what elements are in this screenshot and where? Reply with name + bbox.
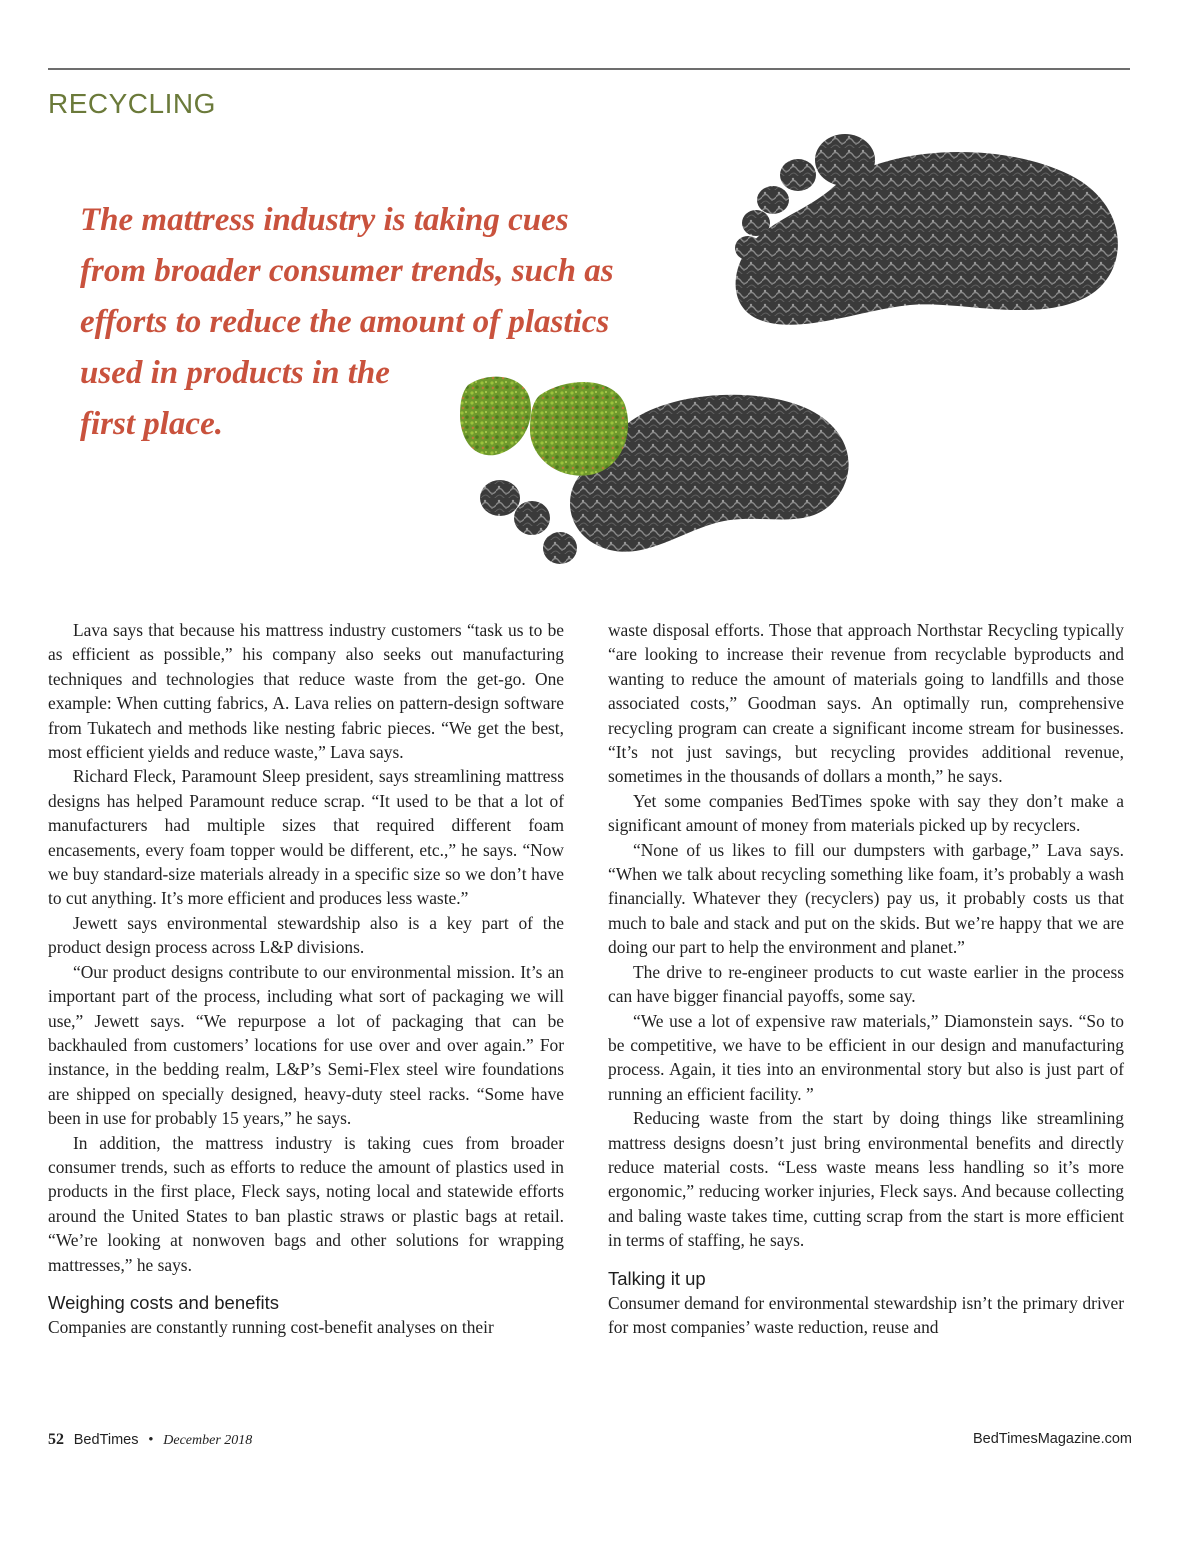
paragraph: Consumer demand for environmental stewardship isn’t the primary driver for most companies’ waste reduction, reuse and: [608, 1292, 1124, 1337]
paragraph: Reducing waste from the start by doing things like streamlining mattress designs doesn’t just bring environmental benefits and directly reduce material costs. “Less waste means less handling so it’s more ergonomic,” reducing worker injuries, Fleck says. And because collecting and baling waste takes time, cutting scrap from the start is more efficient in terms of staffing, he says.: [608, 1108, 1124, 1251]
pull-quote-line: used in products in the: [80, 355, 390, 391]
paragraph: Companies are constantly running cost-benefit analyses on their: [48, 1316, 494, 1337]
paragraph: “None of us likes to fill our dumpsters with garbage,” Lava says. “When we talk about recycling something like foam, it’s probably a wash financially. Whatever they (recyclers) pay us, it probably costs us that much to bale and stack and put on the skids. But we’re happy that we are doing our part to help the environment and planet.”: [608, 839, 1124, 958]
pull-quote-line: first place.: [80, 406, 223, 442]
paragraph: Lava says that because his mattress industry customers “task us to be as efficient as possible,” his company also seeks out manufacturing techniques and technologies that reduce waste from the get-go. One example: When cutting fabrics, A. Lava relies on pattern-design software from Tukatech and methods like nesting fabric pieces. “We get the best, most efficient yields and reduce waste,” Lava says.: [48, 620, 564, 763]
pull-quote: [80, 195, 680, 450]
section-label: RECYCLING: [48, 88, 216, 119]
header-rule: [48, 68, 1130, 70]
issue-date: December 2018: [163, 1433, 253, 1448]
paragraph: Jewett says environmental stewardship also is a key part of the product design process across L&P divisions.: [48, 912, 564, 958]
subheading: Talking it up: [608, 1267, 706, 1289]
paragraph: Yet some companies BedTimes spoke with say they don’t make a significant amount of money from materials picked up by recyclers.: [608, 790, 1124, 836]
paragraph: “Our product designs contribute to our environmental mission. It’s an important part of the process, including what sort of packaging we will use,” Jewett says. “We repurpose a lot of packaging that can be backhauled from customers’ locations for use over and over again.” For instance, in the bedding realm, L&P’s Semi-Flex steel wire foundations are shipped on specially designed, heavy-duty steel racks. “Some have been in use for probably 15 years,” he says.: [48, 961, 564, 1129]
paragraph: In addition, the mattress industry is taking cues from broader consumer trends, such as efforts to reduce the amount of plastics used in products in the first place, Fleck says, noting local and statewide efforts around the United States to ban plastic straws or plastic bags at retail. “We’re looking at nonwoven bags and other solutions for wrapping mattresses,” he says.: [48, 1132, 564, 1275]
page-number: 52: [48, 1431, 64, 1448]
page-footer: [48, 1431, 252, 1449]
pull-quote-line: The mattress industry is taking cues: [80, 202, 569, 238]
paragraph: “We use a lot of expensive raw materials,” Diamonstein says. “So to be competitive, we have to be efficient in our design and manufacturing process. Again, it ties into an environmental story but also is just part of running an efficient facility. ”: [608, 1010, 1124, 1104]
footer-separator: •: [148, 1432, 154, 1448]
magazine-name: BedTimes: [73, 1432, 139, 1448]
article-column-left: [48, 618, 564, 1339]
upper-footprint: [735, 134, 1118, 325]
pull-quote-line: from broader consumer trends, such as: [80, 253, 614, 289]
subheading: Weighing costs and benefits: [48, 1291, 280, 1313]
paragraph: waste disposal efforts. Those that approach Northstar Recycling typically “are looking to increase their revenue from recyclable byproducts and wanting to reduce the amount of materials going to landfills and those associated costs,” Goodman says. An optimally run, comprehensive recycling program can create a significant income stream for businesses. “It’s not just savings, but recycling provides additional revenue, sometimes in the thousands of dollars a month,” he says.: [608, 620, 1124, 787]
paragraph: The drive to re-engineer products to cut waste earlier in the process can have bigger financial payoffs, some say.: [608, 961, 1124, 1007]
article-column-right: [608, 618, 1124, 1339]
website-link[interactable]: BedTimesMagazine.com: [972, 1431, 1132, 1447]
paragraph: Richard Fleck, Paramount Sleep president, says streamlining mattress designs has helped Paramount reduce scrap. “It used to be that a lot of manufacturers had multiple sizes that required different foam encasements, every foam topper would be different, etc.,” he says. “Now we buy standard-size materials already in a specific size so we don’t have to cut anything. It’s more efficient and produces less waste.”: [48, 766, 564, 909]
pull-quote-line: efforts to reduce the amount of plastics: [80, 304, 610, 340]
